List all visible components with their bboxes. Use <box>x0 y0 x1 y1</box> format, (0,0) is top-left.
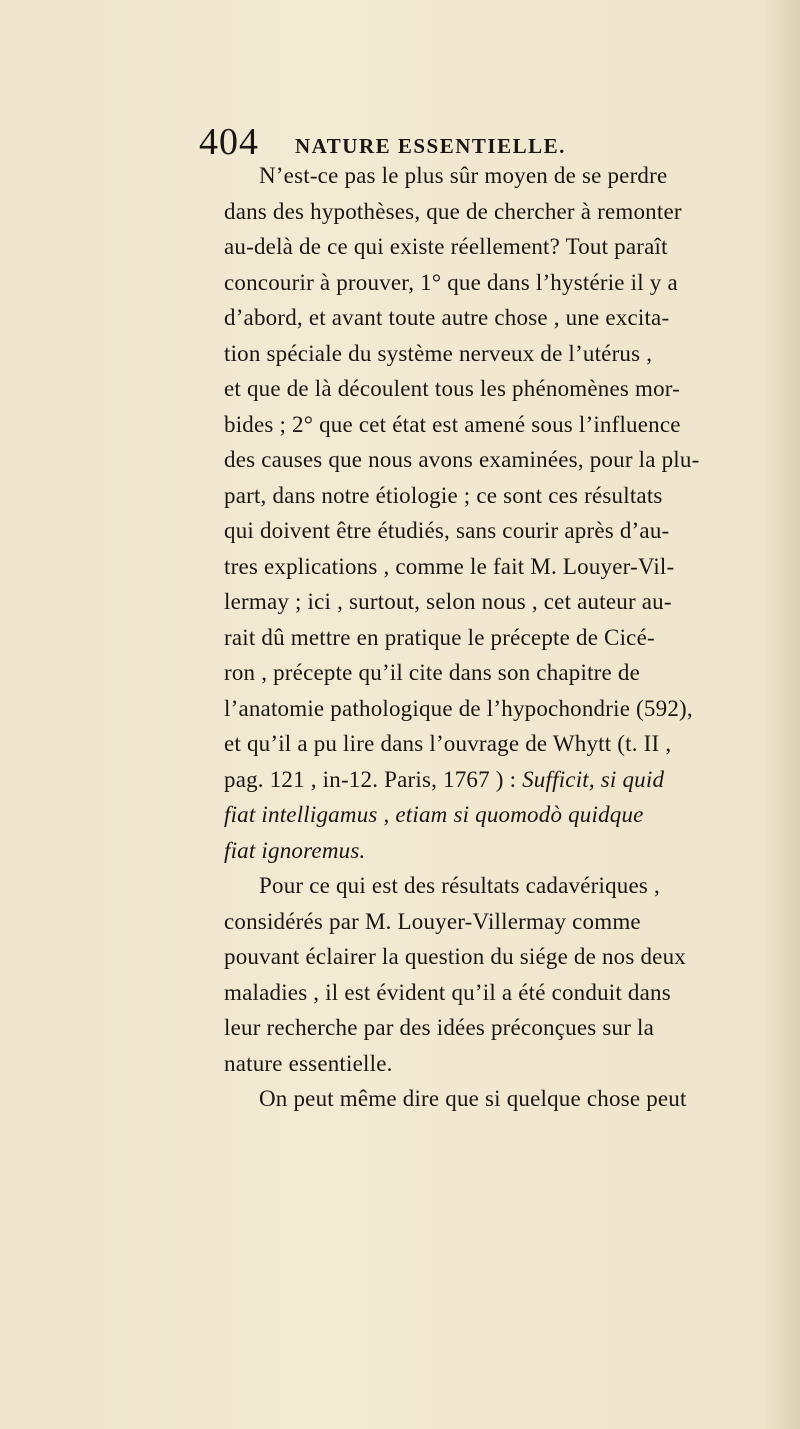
text-line: des causes que nous avons examinées, pour la plu- <box>224 447 700 472</box>
text-line <box>224 762 784 798</box>
text-line: et qu’il a pu lire dans l’ouvrage de Whytt (t. II , <box>224 731 672 756</box>
text-line: lermay ; ici , surtout, selon nous , cet auteur au- <box>224 589 672 614</box>
text-line: nature essentielle. <box>224 1050 393 1076</box>
text-line: On peut même dire que si quelque chose peut <box>259 1086 687 1111</box>
text-line: part, dans notre étiologie ; ce sont ces résultats <box>224 482 663 508</box>
latin-quote: Sufficit, si quid <box>522 766 665 792</box>
text-line: qui doivent être étudiés, sans courir après d’au- <box>224 518 670 543</box>
page-number: 404 <box>199 121 259 163</box>
text-line: maladies , il est évident qu’il a été conduit dans <box>224 979 671 1005</box>
text-line: rait dû mettre en pratique le précepte de Cicé- <box>224 624 655 650</box>
text-line: N’est-ce pas le plus sûr moyen de se perdre <box>259 163 668 188</box>
text-line: tion spéciale du système nerveux de l’utérus , <box>224 340 653 366</box>
page-edge-shadow <box>764 0 800 1429</box>
running-title: NATURE ESSENTIELLE. <box>295 134 566 158</box>
text-line: considérés par M. Louyer-Villermay comme <box>224 908 641 934</box>
text-line: tres explications , comme le fait M. Louyer-Vil- <box>224 553 675 579</box>
body-text <box>224 158 784 1117</box>
text-line: l’anatomie pathologique de l’hypochondrie (592), <box>224 695 693 721</box>
text-line: dans des hypothèses, que de chercher à remonter <box>224 198 682 224</box>
latin-quote-line: fiat intelligamus , etiam si quomodò quidque <box>224 802 644 827</box>
text-line: ron , précepte qu’il cite dans son chapitre de <box>224 660 641 685</box>
text-line: et que de là découlent tous les phénomènes mor- <box>224 376 681 401</box>
text-line: bides ; 2° que cet état est amené sous l’influence <box>224 411 681 437</box>
text-line: au-delà de ce qui existe réellement? Tout paraît <box>224 234 668 259</box>
text-line: concourir à prouver, 1° que dans l’hystérie il y a <box>224 269 678 295</box>
text-line: leur recherche par des idées préconçues sur la <box>224 1015 655 1040</box>
latin-quote-line: fiat ignoremus. <box>224 837 366 863</box>
text-line: pouvant éclairer la question du siége de nos deux <box>224 944 686 969</box>
text-line: Pour ce qui est des résultats cadavériques , <box>259 873 660 898</box>
text-line-part: pag. 121 , in-12. Paris, 1767 ) : <box>224 766 523 792</box>
text-line: d’abord, et avant toute autre chose , une excita- <box>224 305 670 330</box>
